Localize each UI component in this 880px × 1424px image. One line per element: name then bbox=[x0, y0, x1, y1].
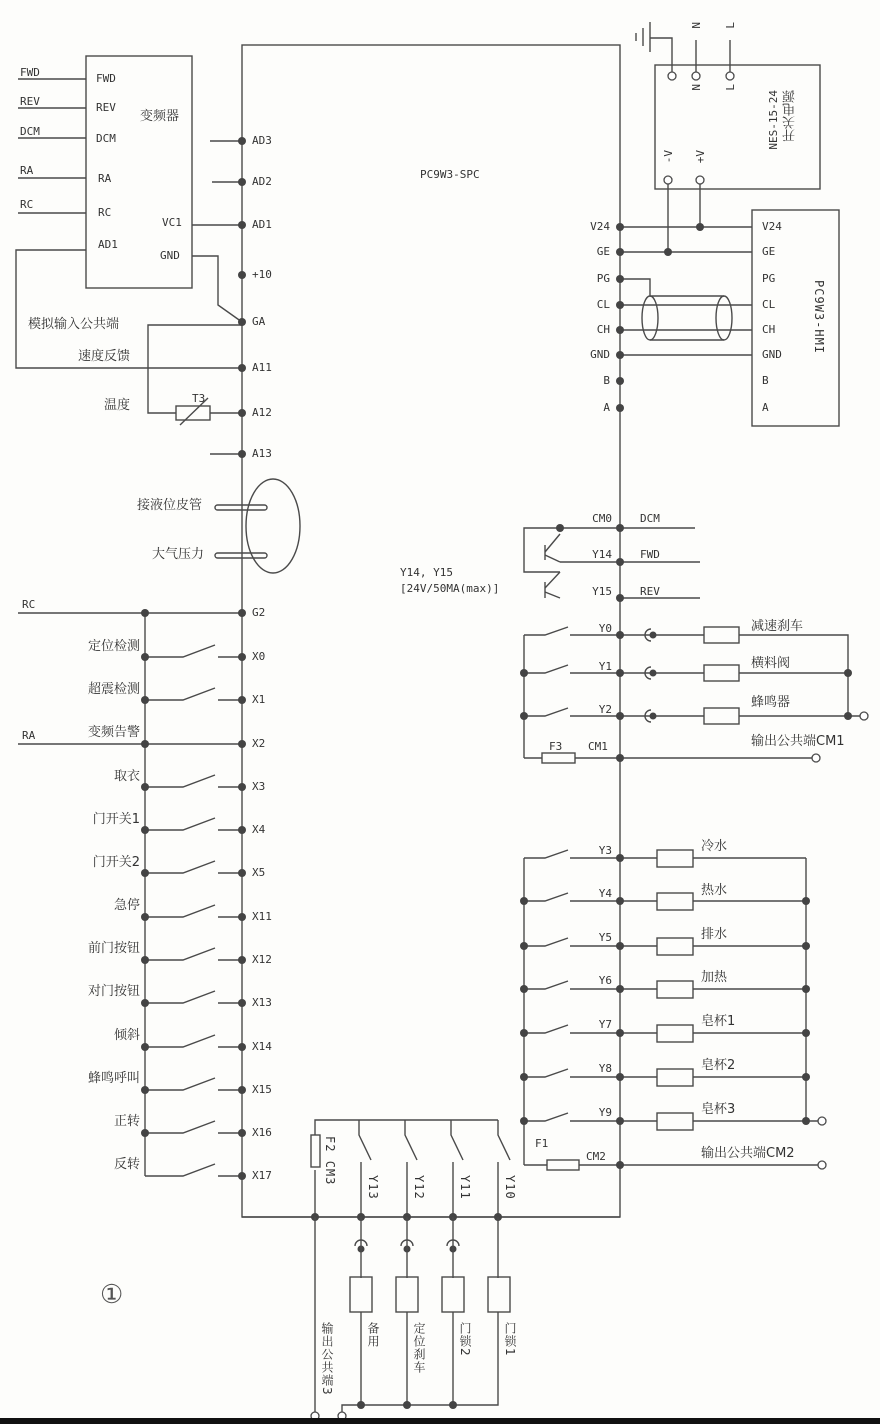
load-y9: 皂杯3 bbox=[701, 1102, 736, 1117]
pin-cm0: CM0 bbox=[592, 512, 612, 525]
ps-title: 开关电源 bbox=[783, 90, 798, 142]
pin-y10: Y10 bbox=[503, 1175, 517, 1200]
input-label-x12: 前门按钮 bbox=[87, 941, 140, 956]
hmi-pin-ge: GE bbox=[762, 245, 776, 258]
pin-cm3: CM3 bbox=[323, 1160, 337, 1186]
pin-y9: Y9 bbox=[598, 1106, 612, 1119]
pin-ad2: AD2 bbox=[252, 175, 272, 188]
pin-ad3: AD3 bbox=[252, 134, 272, 147]
fuse-f2-cm3 bbox=[323, 1136, 337, 1185]
label-common-cm1: 输出公共端CM1 bbox=[751, 734, 845, 749]
load-y13: 备用 bbox=[366, 1322, 380, 1348]
hmi-pin-v24: V24 bbox=[762, 220, 782, 233]
label-ra: RA bbox=[22, 729, 36, 742]
fuse-f3: F3 bbox=[549, 740, 563, 753]
input-label-x16: 正转 bbox=[113, 1114, 140, 1129]
inverter-ext-rc: RC bbox=[20, 198, 34, 211]
inverter-pin-rc: RC bbox=[98, 206, 112, 219]
bottom-border bbox=[0, 1418, 880, 1424]
ps-input-n-ext: N bbox=[690, 22, 703, 29]
inverter-pin-vc1: VC1 bbox=[162, 216, 182, 229]
input-pin-x3: X3 bbox=[252, 780, 266, 793]
pin-y0: Y0 bbox=[598, 622, 612, 635]
load-y4: 热水 bbox=[701, 883, 728, 898]
label-speed-feedback: 速度反馈 bbox=[78, 349, 131, 364]
input-label-x4: 门开关1 bbox=[92, 812, 140, 827]
pin-a12: A12 bbox=[252, 406, 272, 419]
input-pin-x14: X14 bbox=[252, 1040, 272, 1053]
label-common-cm2: 输出公共端CM2 bbox=[701, 1146, 795, 1161]
pin-cm2: CM2 bbox=[586, 1150, 606, 1163]
load-y6: 加热 bbox=[701, 970, 728, 985]
controller-name: PC9W3-SPC bbox=[420, 168, 480, 181]
signal-rev: REV bbox=[640, 585, 660, 598]
input-label-x2: 变频告警 bbox=[87, 725, 140, 740]
load-y0: 减速刹车 bbox=[751, 619, 804, 634]
inverter-pin-gnd: GND bbox=[160, 249, 180, 262]
input-label-x1: 超震检测 bbox=[87, 682, 140, 697]
load-y3: 冷水 bbox=[701, 839, 728, 854]
pin-y5: Y5 bbox=[598, 931, 612, 944]
input-pin-x4: X4 bbox=[252, 823, 266, 836]
signal-fwd: FWD bbox=[640, 548, 660, 561]
inverter-ext-ra: RA bbox=[20, 164, 34, 177]
pin-ga: GA bbox=[252, 315, 266, 328]
ctrl-pin-gnd: GND bbox=[590, 348, 610, 361]
input-label-x3: 取衣 bbox=[113, 769, 140, 784]
pin-y7: Y7 bbox=[598, 1018, 612, 1031]
ctrl-pin-a: A bbox=[603, 401, 610, 414]
hmi-name: PC9W3-HMI bbox=[812, 280, 826, 355]
input-pin-x1: X1 bbox=[252, 693, 266, 706]
input-label-x11: 急停 bbox=[113, 898, 140, 913]
input-pin-x11: X11 bbox=[252, 910, 272, 923]
ps-model: NES-15-24 bbox=[767, 90, 780, 150]
ps-input-l-ext: L bbox=[724, 22, 737, 29]
hmi-pin-b: B bbox=[762, 374, 769, 387]
label-analog-common: 模拟输入公共端 bbox=[28, 317, 120, 332]
pin-a13: A13 bbox=[252, 447, 272, 460]
pin-y15: Y15 bbox=[592, 585, 612, 598]
ctrl-pin-v24: V24 bbox=[590, 220, 610, 233]
ctrl-pin-b: B bbox=[603, 374, 610, 387]
label-common-cm3: 输出公共端3 bbox=[320, 1322, 334, 1396]
pin-y8: Y8 bbox=[598, 1062, 612, 1075]
load-y5: 排水 bbox=[701, 927, 728, 942]
load-y1: 横料阀 bbox=[751, 656, 791, 671]
input-label-x13: 对门按钮 bbox=[87, 984, 140, 999]
ps-input-l: L bbox=[724, 84, 737, 91]
load-y11: 门锁2 bbox=[458, 1322, 472, 1357]
pin-y14: Y14 bbox=[592, 548, 612, 561]
load-y2: 蜂鸣器 bbox=[751, 695, 791, 710]
hmi-pin-a: A bbox=[762, 401, 769, 414]
pin-y4: Y4 bbox=[598, 887, 612, 900]
hmi-pin-gnd: GND bbox=[762, 348, 782, 361]
hmi-pin-cl: CL bbox=[762, 298, 776, 311]
hmi-pin-pg: PG bbox=[762, 272, 776, 285]
inverter-ext-rev: REV bbox=[20, 95, 40, 108]
fuse-f2: F2 bbox=[323, 1136, 337, 1153]
pin-cm1: CM1 bbox=[588, 740, 608, 753]
load-y12: 定位刹车 bbox=[412, 1322, 426, 1374]
signal-dcm: DCM bbox=[640, 512, 660, 525]
input-pin-x0: X0 bbox=[252, 650, 266, 663]
inverter-ext-fwd: FWD bbox=[20, 66, 40, 79]
inverter-pin-ad1: AD1 bbox=[98, 238, 118, 251]
pin-ad1: AD1 bbox=[252, 218, 272, 231]
ps-output-plus: +V bbox=[694, 150, 707, 164]
pin-y13: Y13 bbox=[366, 1175, 380, 1200]
pin-y1: Y1 bbox=[598, 660, 612, 673]
ps-input-n: N bbox=[690, 84, 703, 91]
input-pin-x13: X13 bbox=[252, 996, 272, 1009]
controller-box bbox=[242, 45, 620, 1217]
inverter-title: 变频器 bbox=[140, 109, 180, 124]
input-pin-x16: X16 bbox=[252, 1126, 272, 1139]
ctrl-pin-ge: GE bbox=[596, 245, 610, 258]
inverter-pin-fwd: FWD bbox=[96, 72, 116, 85]
pin-y6: Y6 bbox=[598, 974, 612, 987]
input-pin-x12: X12 bbox=[252, 953, 272, 966]
input-pin-x5: X5 bbox=[252, 866, 266, 879]
input-pin-x17: X17 bbox=[252, 1169, 272, 1182]
load-y10: 门锁1 bbox=[503, 1322, 517, 1357]
input-pin-x2: X2 bbox=[252, 737, 266, 750]
load-y8: 皂杯2 bbox=[701, 1058, 736, 1073]
inverter-pin-dcm: DCM bbox=[96, 132, 116, 145]
label-atmospheric-pressure: 大气压力 bbox=[152, 547, 205, 562]
label-level-tube: 接液位皮管 bbox=[137, 498, 203, 513]
label-thermistor-t3: T3 bbox=[192, 392, 206, 405]
inverter-ext-dcm: DCM bbox=[20, 125, 40, 138]
pin-y11: Y11 bbox=[458, 1175, 472, 1200]
label-rc: RC bbox=[22, 598, 36, 611]
inverter-pin-ra: RA bbox=[98, 172, 112, 185]
load-y7: 皂杯1 bbox=[701, 1014, 736, 1029]
ps-output-minus: -V bbox=[662, 150, 675, 164]
pin-g2: G2 bbox=[252, 606, 266, 619]
input-label-x0: 定位检测 bbox=[87, 639, 140, 654]
inverter-pin-rev: REV bbox=[96, 101, 116, 114]
pin-y3: Y3 bbox=[598, 844, 612, 857]
input-label-x17: 反转 bbox=[113, 1157, 140, 1172]
fuse-f1: F1 bbox=[535, 1137, 549, 1150]
transistor-note-line2: [24V/50MA(max)] bbox=[400, 582, 500, 595]
ctrl-pin-pg: PG bbox=[596, 272, 610, 285]
hmi-pin-ch: CH bbox=[762, 323, 776, 336]
transistor-note-line1: Y14, Y15 bbox=[400, 566, 453, 579]
ctrl-pin-ch: CH bbox=[596, 323, 610, 336]
pin-a11: A11 bbox=[252, 361, 272, 374]
pin-y12: Y12 bbox=[412, 1175, 426, 1200]
label-temperature: 温度 bbox=[104, 398, 131, 413]
ctrl-pin-cl: CL bbox=[596, 298, 610, 311]
input-pin-x15: X15 bbox=[252, 1083, 272, 1096]
pin-plus10: +10 bbox=[252, 268, 272, 281]
input-label-x15: 蜂鸣呼叫 bbox=[87, 1071, 140, 1086]
figure-number: ① bbox=[100, 1280, 124, 1310]
pin-y2: Y2 bbox=[598, 703, 612, 716]
input-switches bbox=[141, 645, 246, 1180]
input-label-x14: 倾斜 bbox=[113, 1028, 140, 1043]
input-label-x5: 门开关2 bbox=[92, 855, 140, 870]
